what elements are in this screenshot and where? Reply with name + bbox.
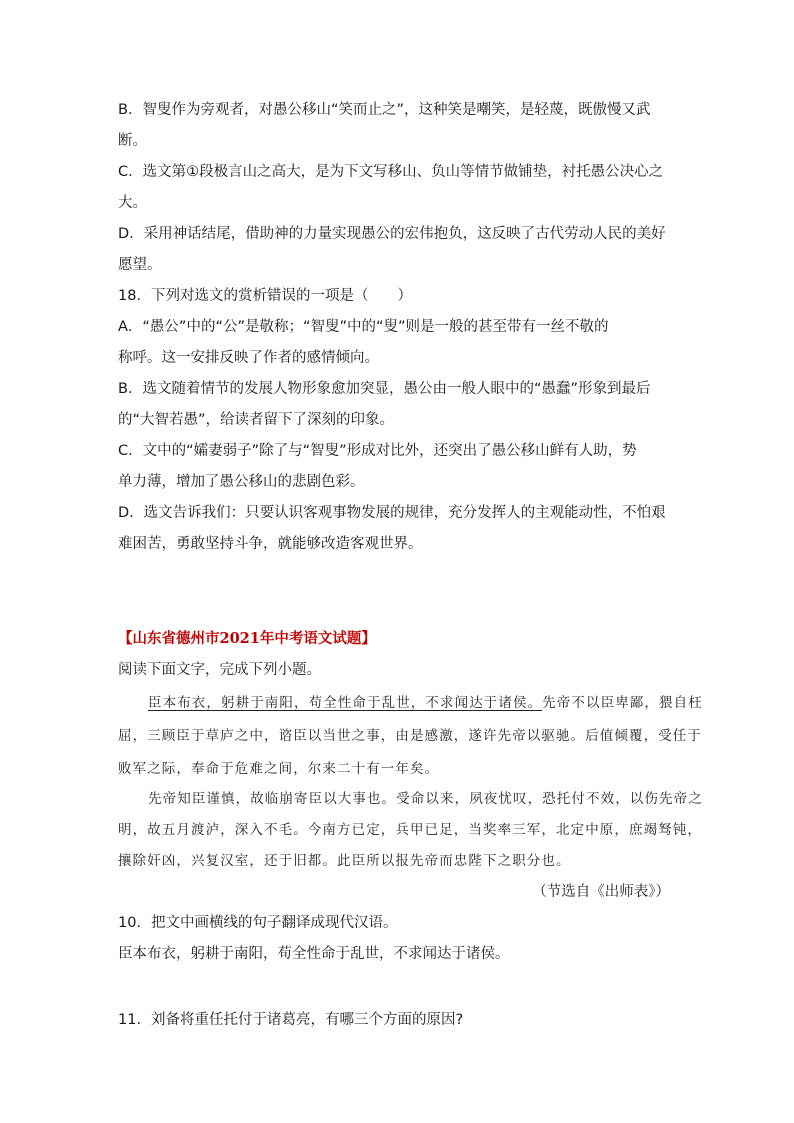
q17-option-c-line2: 大。 [118, 195, 147, 211]
passage-source: （节选自《出师表》） [532, 884, 670, 900]
q10-stem: 10．把文中画横线的句子翻译成现代汉语。 [118, 915, 398, 931]
q18-option-b-line2: 的“大智若愚”，给读者留下了深刻的印象。 [118, 412, 395, 428]
q18-stem: 18．下列对选文的赏析错误的一项是（ ） [118, 288, 412, 304]
q18-option-b-line1: B．选文随着情节的发展人物形象愈加突显，愚公由一般人眼中的“愚蠢”形象到最后 [118, 381, 651, 397]
passage-underlined-sentence: 臣本布衣，躬耕于南阳，苟全性命于乱世，不求闻达于诸侯。 [148, 695, 543, 711]
q11-stem: 11．刘备将重任托付于诸葛亮，有哪三个方面的原因? [118, 1012, 464, 1028]
section-title: 【山东省德州市2021年中考语文试题】 [118, 630, 376, 647]
q17-option-d-line2: 愿望。 [118, 257, 162, 273]
q17-option-b-line2: 断。 [118, 133, 147, 149]
q18-option-d-line1: D．选文告诉我们：只要认识客观事物发展的规律，充分发挥人的主观能动性，不怕艰 [118, 505, 666, 521]
passage-p1-line3: 败军之际，奉命于危难之间，尔来二十有一年矣。 [118, 761, 440, 777]
passage-p2-line3: 攘除奸凶，兴复汉室，还于旧都。此臣所以报先帝而忠陛下之职分也。 [118, 853, 571, 869]
section-instruction: 阅读下面文字，完成下列小题。 [118, 662, 321, 678]
passage-p1-line1-rest: 先帝不以臣卑鄙，猥自枉 [542, 695, 703, 711]
q18-option-c-line2: 单力薄，增加了愚公移山的悲剧色彩。 [118, 474, 365, 490]
q18-option-c-line1: C．文中的“孀妻弱子”除了与“智叟”形成对比外，还突出了愚公移山鲜有人助，势 [118, 443, 637, 459]
q18-option-a-line1: A．“愚公”中的“公”是敬称；“智叟”中的“叟”则是一般的甚至带有一丝不敬的 [118, 319, 609, 335]
q17-option-c-line1: C．选文第①段极言山之高大，是为下文写移山、负山等情节做铺垫，衬托愚公决心之 [118, 164, 664, 180]
q18-option-a-line2: 称呼。这一安排反映了作者的感情倾向。 [118, 350, 379, 366]
passage-p2-line2: 明，故五月渡泸，深入不毛。今南方已定，兵甲已足，当奖率三军，北定中原，庶竭驽钝， [118, 822, 702, 838]
q10-sentence: 臣本布衣，躬耕于南阳，苟全性命于乱世，不求闻达于诸侯。 [118, 946, 510, 962]
passage-p2-line1: 先帝知臣谨慎，故临崩寄臣以大事也。受命以来，夙夜忧叹，恐托付不效，以伤先帝之 [148, 791, 703, 807]
q17-option-b-line1: B．智叟作为旁观者，对愚公移山“笑而止之”，这种笑是嘲笑，是轻蔑，既傲慢又武 [118, 102, 651, 118]
q18-option-d-line2: 难困苦，勇敢坚持斗争，就能够改造客观世界。 [118, 536, 423, 552]
passage-p1-line1 [148, 693, 703, 713]
passage-p1-line2: 屈，三顾臣于草庐之中，谘臣以当世之事，由是感激，遂许先帝以驱驰。后值倾覆，受任于 [118, 728, 702, 744]
q17-option-d-line1: D．采用神话结尾，借助神的力量实现愚公的宏伟抱负，这反映了古代劳动人民的美好 [118, 226, 666, 242]
